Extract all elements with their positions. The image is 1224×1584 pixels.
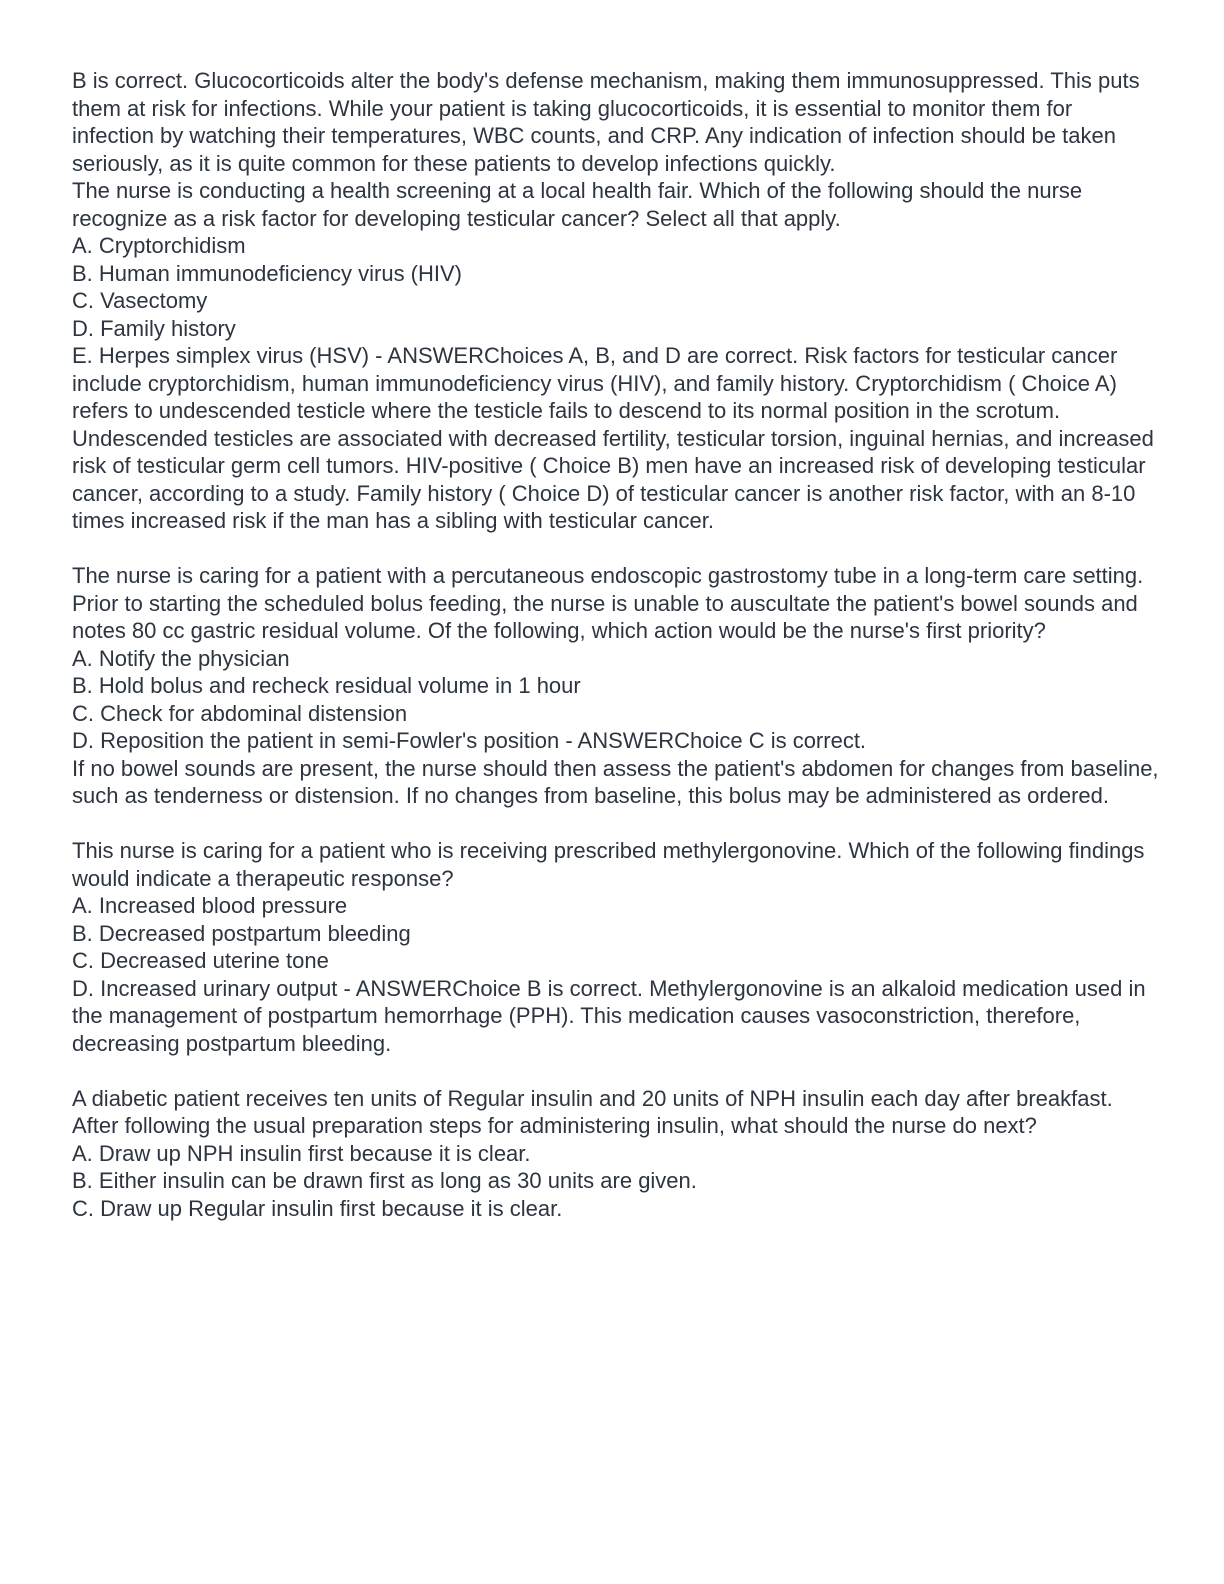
option-line: A. Cryptorchidism bbox=[72, 233, 246, 258]
options-list bbox=[72, 892, 1160, 1057]
question-text: The nurse is conducting a health screening at a local health fair. Which of the following should the nurse recognize as a risk factor for developing testicular cancer? Select all that apply. bbox=[72, 178, 1083, 231]
answer-explanation: B is correct. Glucocorticoids alter the body's defense mechanism, making them immunosuppressed. This puts them at risk for infections. While your patient is taking glucocorticoids, it is essential to monitor them for infection by watching their temperatures, WBC counts, and CRP. Any indication of infection should be taken seriously, as it is quite common for these patients to develop infections quickly. bbox=[72, 68, 1140, 176]
option-line: B. Either insulin can be drawn first as long as 30 units are given. bbox=[72, 1168, 697, 1193]
option-line: B. Human immunodeficiency virus (HIV) bbox=[72, 260, 463, 286]
question-text: The nurse is caring for a patient with a percutaneous endoscopic gastrostomy tube in a long-term care setting. Prior to starting the scheduled bolus feeding, the nurse is unable to auscultate the patient's bowel sounds and notes 80 cc gastric residual volume. Of the following, which action would be the nurse's first priority? bbox=[72, 563, 1144, 643]
option-line: D. Family history bbox=[72, 315, 236, 341]
document-page bbox=[72, 67, 1160, 1222]
option-line: A. Notify the physician bbox=[72, 645, 290, 671]
answer-explanation: If no bowel sounds are present, the nurse should then assess the patient's abdomen for changes from baseline, such as tenderness or distension. If no changes from baseline, this bolus may be administered as ordered. bbox=[72, 755, 1159, 808]
options-list bbox=[72, 645, 1160, 810]
option-line-with-answer: D. Reposition the patient in semi-Fowler's position - ANSWERChoice C is correct. bbox=[72, 728, 867, 753]
question-text: This nurse is caring for a patient who is receiving prescribed methylergonovine. Which of the following findings would indicate a therapeutic response? bbox=[72, 838, 1145, 891]
option-line-with-answer: E. Herpes simplex virus (HSV) - ANSWERChoices A, B, and D are correct. Risk factors for testicular cancer include cryptorchidism, human immunodeficiency virus (HIV), and family history. Cryptorchidism ( Choice A) refers to undescended testicle where the testicle fails to descend to its normal position in the scrotum. Undescended testicles are associated with decreased fertility, testicular torsion, inguinal hernias, and increased risk of testicular germ cell tumors. HIV-positive ( Choice B) men have an increased risk of developing testicular cancer, according to a study. Family history ( Choice D) of testicular cancer is another risk factor, with an 8-10 times increased risk if the man has a sibling with testicular cancer. bbox=[72, 343, 1154, 533]
option-line: C. Check for abdominal distension bbox=[72, 700, 408, 726]
option-line: B. Hold bolus and recheck residual volume in 1 hour bbox=[72, 673, 581, 698]
option-line: A. Draw up NPH insulin first because it is clear. bbox=[72, 1140, 531, 1166]
option-line: C. Draw up Regular insulin first because it is clear. bbox=[72, 1195, 563, 1221]
question-text: A diabetic patient receives ten units of Regular insulin and 20 units of NPH insulin each day after breakfast. After following the usual preparation steps for administering insulin, what should the nurse do next? bbox=[72, 1085, 1113, 1138]
options-list bbox=[72, 1140, 1160, 1223]
option-line: C. Decreased uterine tone bbox=[72, 948, 329, 973]
option-line: A. Increased blood pressure bbox=[72, 893, 348, 918]
option-line-with-answer: D. Increased urinary output - ANSWERChoice B is correct. Methylergonovine is an alkaloid medication used in the management of postpartum hemorrhage (PPH). This medication causes vasoconstriction, therefore, decreasing postpartum bleeding. bbox=[72, 975, 1146, 1056]
option-line: B. Decreased postpartum bleeding bbox=[72, 920, 411, 946]
option-line: C. Vasectomy bbox=[72, 288, 208, 313]
options-list bbox=[72, 232, 1160, 535]
